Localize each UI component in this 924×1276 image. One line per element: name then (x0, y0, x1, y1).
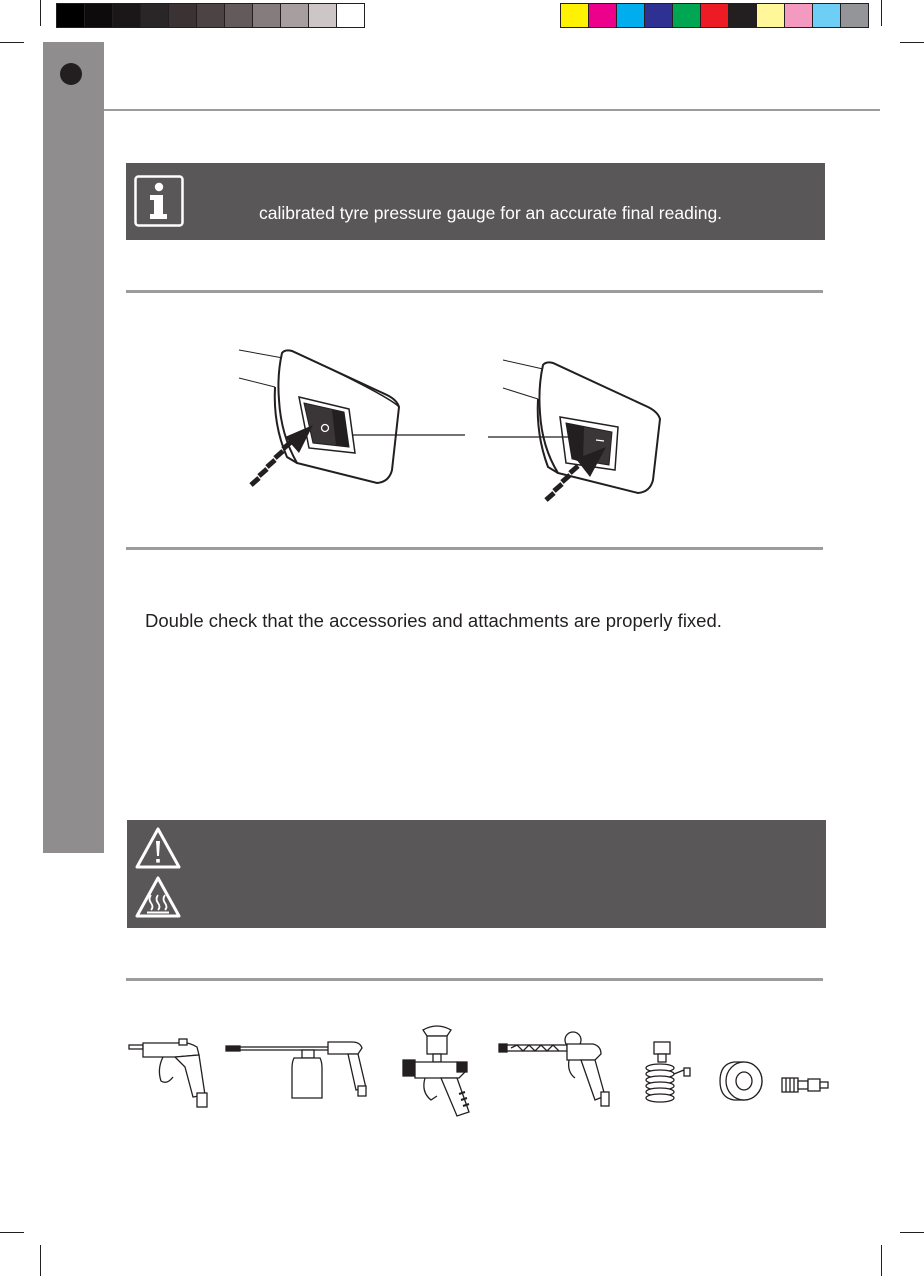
blow-gun-icon (127, 1035, 217, 1110)
color-swatch (784, 3, 813, 28)
crop-mark (900, 1232, 924, 1233)
color-swatch (728, 3, 757, 28)
warning-box (127, 820, 826, 928)
grayscale-swatch (252, 3, 281, 28)
section-rule (126, 290, 823, 293)
rocker-switch-off-icon (237, 345, 477, 490)
grayscale-swatch (308, 3, 337, 28)
grayscale-swatch (140, 3, 169, 28)
section-rule (126, 547, 823, 550)
header-rule (104, 109, 880, 111)
warning-triangle-icon (134, 826, 182, 870)
grayscale-swatch (56, 3, 85, 28)
crop-mark (881, 0, 882, 26)
grayscale-swatch (168, 3, 197, 28)
grayscale-swatch (280, 3, 309, 28)
grayscale-swatch (112, 3, 141, 28)
color-swatch (560, 3, 589, 28)
crop-mark (0, 1232, 24, 1233)
crop-mark (0, 42, 24, 43)
color-swatch (756, 3, 785, 28)
color-swatch (644, 3, 673, 28)
color-swatch (672, 3, 701, 28)
tyre-inflator-gun-icon (497, 1030, 617, 1110)
crop-mark (881, 1245, 882, 1276)
info-note-box (126, 163, 825, 240)
ptfe-tape-icon (718, 1060, 764, 1102)
color-swatch (616, 3, 645, 28)
grayscale-swatch (84, 3, 113, 28)
grayscale-swatch (224, 3, 253, 28)
hot-surface-icon (134, 875, 182, 919)
instruction-text: Double check that the accessories and attachments are properly fixed. (145, 610, 722, 631)
info-note-text: calibrated tyre pressure gauge for an accurate final reading. (259, 203, 723, 223)
color-swatch (588, 3, 617, 28)
section-rule (126, 978, 823, 981)
rocker-switch-on-icon (488, 355, 688, 505)
color-swatch (700, 3, 729, 28)
crop-mark (40, 1245, 41, 1276)
washing-gun-icon (224, 1030, 374, 1102)
info-icon (134, 175, 184, 227)
crop-mark (900, 42, 924, 43)
section-bullet (60, 63, 82, 85)
grayscale-swatch (336, 3, 365, 28)
color-swatch (812, 3, 841, 28)
crop-mark (40, 0, 41, 26)
sidebar-tab (43, 42, 104, 853)
grayscale-swatch (196, 3, 225, 28)
coiled-hose-icon (640, 1040, 692, 1108)
color-swatch (840, 3, 869, 28)
quick-coupler-icon (780, 1075, 830, 1095)
spray-gun-icon (397, 1022, 477, 1120)
